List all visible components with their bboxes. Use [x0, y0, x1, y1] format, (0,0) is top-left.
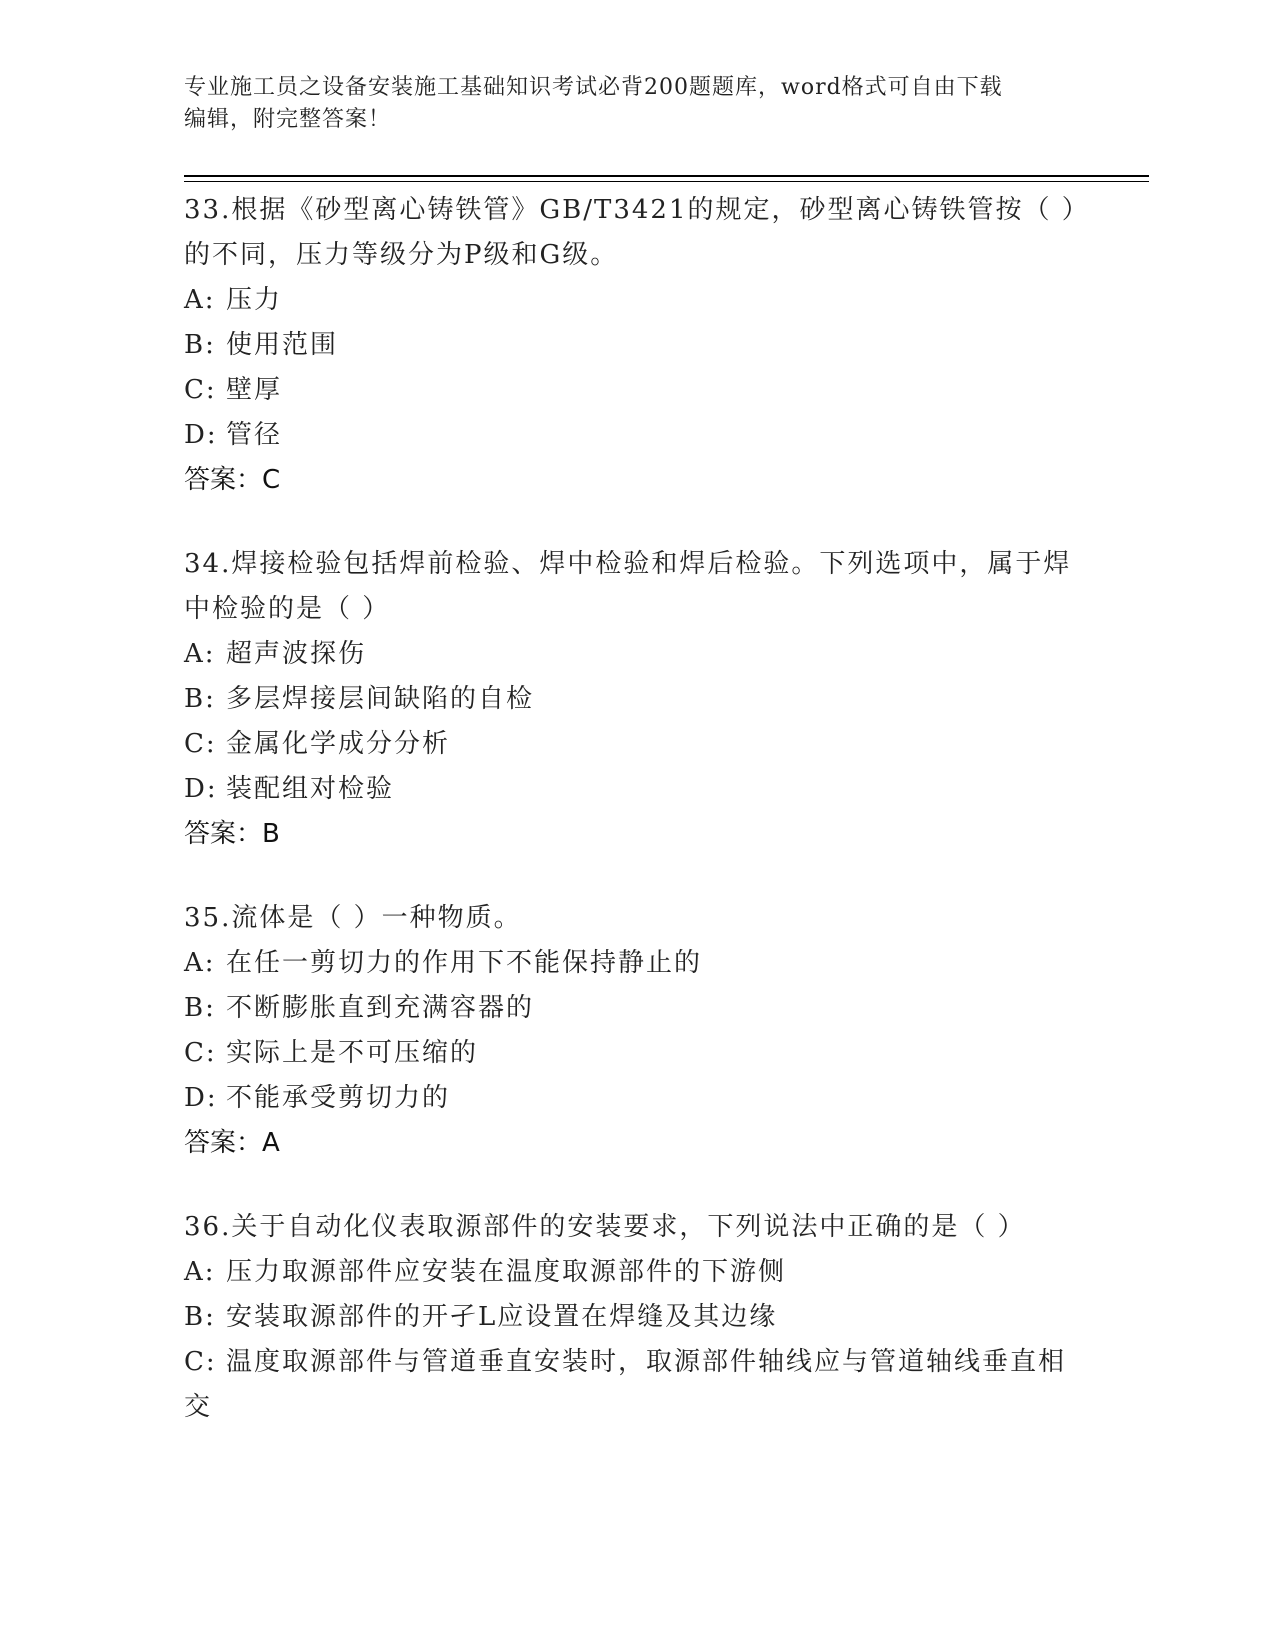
option-key: B:	[184, 1302, 216, 1332]
question-34	[184, 542, 1084, 857]
option-text: 在任一剪切力的作用下不能保持静止的	[226, 948, 703, 978]
option-key: B:	[184, 684, 216, 714]
option-key: A:	[184, 285, 216, 315]
option-text: 实际上是不可压缩的	[226, 1038, 479, 1068]
option-text: 管径	[226, 420, 283, 450]
option-text: 压力	[226, 285, 283, 315]
option-d	[184, 413, 1084, 458]
header-line-1: 专业施工员之设备安装施工基础知识考试必背200题题库，word格式可自由下载	[184, 75, 1003, 100]
option-text: 温度取源部件与管道垂直安装时，取源部件轴线应与管道轴线垂直相交	[184, 1347, 1067, 1422]
answer-line: 答案：A	[184, 1128, 280, 1158]
option-c	[184, 368, 1084, 413]
header-divider-thin	[184, 181, 1149, 182]
header-divider-thick	[184, 175, 1149, 177]
question-stem: 34.焊接检验包括焊前检验、焊中检验和焊后检验。下列选项中，属于焊中检验的是（ ）	[184, 549, 1072, 624]
option-b	[184, 677, 1084, 722]
option-text: 多层焊接层间缺陷的自检	[226, 684, 535, 714]
option-a	[184, 278, 1084, 323]
question-stem: 35.流体是（ ）一种物质。	[184, 903, 522, 933]
option-key: B:	[184, 330, 216, 360]
option-key: A:	[184, 639, 216, 669]
option-d	[184, 767, 1084, 812]
option-key: A:	[184, 948, 216, 978]
option-text: 使用范围	[226, 330, 339, 360]
option-text: 超声波探伤	[226, 639, 367, 669]
header-line-2: 编辑，附完整答案！	[184, 107, 392, 132]
option-text: 壁厚	[226, 375, 283, 405]
option-key: B:	[184, 993, 216, 1023]
question-list	[184, 188, 1084, 1469]
question-stem: 36.关于自动化仪表取源部件的安装要求，下列说法中正确的是（ ）	[184, 1212, 1026, 1242]
option-text: 安装取源部件的开孑L应设置在焊缝及其边缘	[226, 1302, 778, 1332]
option-b	[184, 323, 1084, 368]
option-key: C:	[184, 1347, 217, 1377]
option-key: C:	[184, 729, 217, 759]
document-header	[184, 72, 1064, 136]
option-key: D:	[184, 420, 218, 450]
answer-line: 答案：C	[184, 465, 281, 495]
option-b	[184, 1295, 1084, 1340]
option-b	[184, 986, 1084, 1031]
option-d	[184, 1076, 1084, 1121]
option-key: A:	[184, 1257, 216, 1287]
option-c	[184, 1340, 1084, 1430]
option-text: 金属化学成分分析	[226, 729, 451, 759]
option-a	[184, 1250, 1084, 1295]
option-key: C:	[184, 1038, 217, 1068]
option-key: D:	[184, 1083, 218, 1113]
option-key: C:	[184, 375, 217, 405]
question-33	[184, 188, 1084, 503]
option-key: D:	[184, 774, 218, 804]
option-text: 装配组对检验	[226, 774, 395, 804]
question-35	[184, 896, 1084, 1166]
option-c	[184, 1031, 1084, 1076]
answer-line: 答案：B	[184, 819, 280, 849]
option-a	[184, 941, 1084, 986]
option-text: 压力取源部件应安装在温度取源部件的下游侧	[226, 1257, 787, 1287]
option-text: 不断膨胀直到充满容器的	[226, 993, 535, 1023]
option-c	[184, 722, 1084, 767]
option-a	[184, 632, 1084, 677]
question-36	[184, 1205, 1084, 1430]
option-text: 不能承受剪切力的	[226, 1083, 451, 1113]
question-stem: 33.根据《砂型离心铸铁管》GB/T3421的规定，砂型离心铸铁管按（ ）的不同，压力等级分为P级和G级。	[184, 195, 1077, 270]
